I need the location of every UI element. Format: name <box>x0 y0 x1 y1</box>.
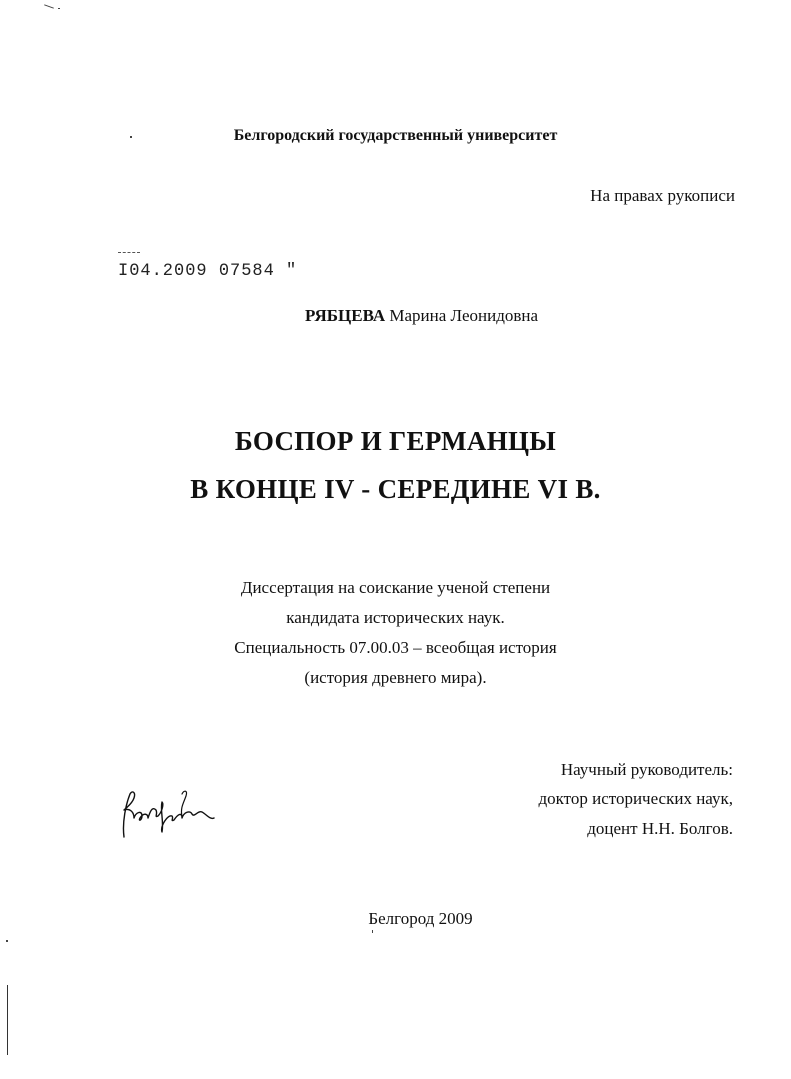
rights-note: На правах рукописи <box>590 186 735 205</box>
scan-mark <box>372 930 373 933</box>
dissertation-line-3: Специальность 07.00.03 – всеобщая история <box>234 638 557 657</box>
thesis-title-line-1: БОСПОР И ГЕРМАНЦЫ <box>234 426 557 456</box>
scan-mark <box>44 4 54 8</box>
registration-code-marks <box>118 252 140 255</box>
university-name: Белгородский государственный университет <box>233 127 558 144</box>
handwritten-signature <box>112 782 222 842</box>
city-year: Белгород 2009 <box>368 909 473 928</box>
supervisor-degree: доктор исторических наук, <box>538 789 733 808</box>
dissertation-line-2: кандидата исторических наук. <box>286 608 505 627</box>
supervisor-label: Научный руководитель: <box>560 760 733 779</box>
dissertation-line-4: (история древнего мира). <box>304 668 487 687</box>
scan-mark <box>6 940 8 942</box>
scan-edge-line <box>7 985 8 1055</box>
supervisor-name: доцент Н.Н. Болгов. <box>587 819 733 838</box>
registration-code-value: 04.2009 07584 <box>129 261 275 282</box>
registration-code: I04.2009 07584 " <box>118 261 298 282</box>
dissertation-line-1: Диссертация на соискание ученой степени <box>240 578 551 597</box>
author-name <box>0 306 791 326</box>
scan-mark <box>58 8 60 9</box>
author-given-names: Марина Леонидовна <box>389 306 539 325</box>
author-surname: РЯБЦЕВА <box>304 306 386 325</box>
thesis-title-line-2: В КОНЦЕ IV - СЕРЕДИНЕ VI В. <box>190 474 601 504</box>
